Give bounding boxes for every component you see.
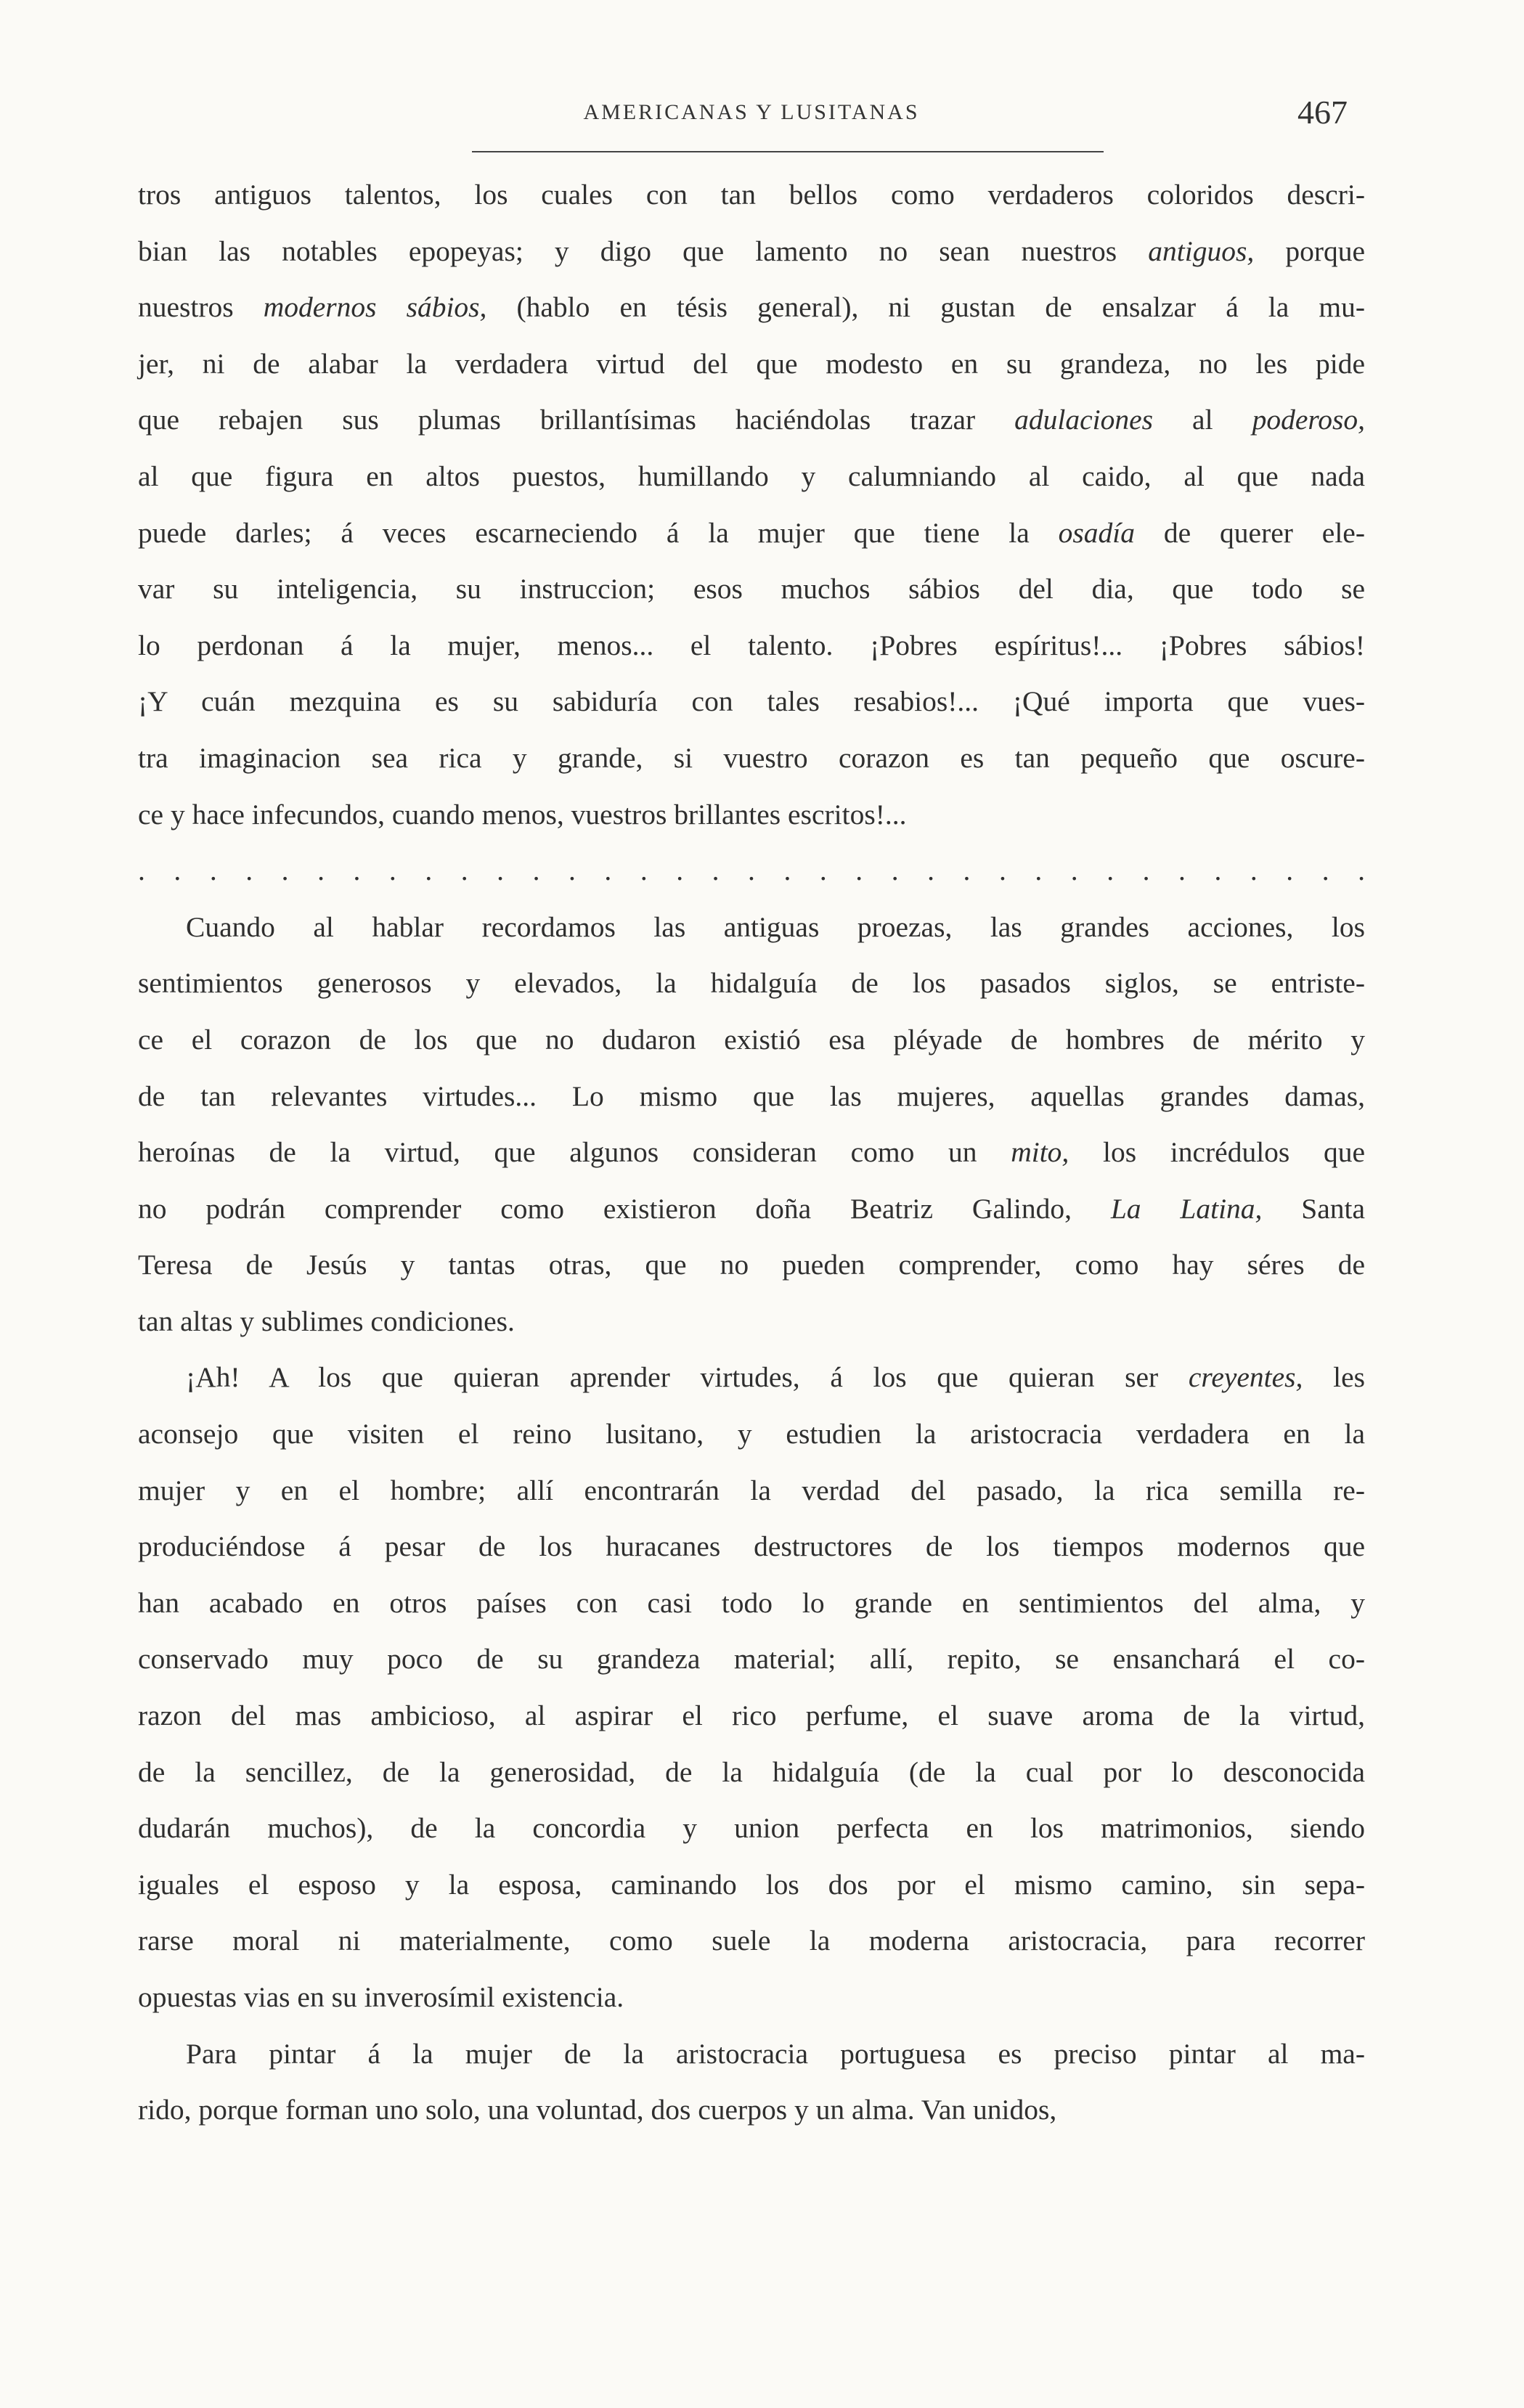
text-line: lo perdonan á la mujer, menos... el talento. ¡Pobres espíritus!... ¡Pobres sábios! (138, 629, 1365, 661)
text-line: no podrán comprender como existieron doña Beatriz Galindo, La Latina, Santa (138, 1192, 1365, 1225)
text-line: var su inteligencia, su instruccion; esos muchos sábios del dia, que todo se (138, 573, 1365, 605)
text-line: Para pintar á la mujer de la aristocracia portuguesa es preciso pintar al ma- (186, 2037, 1365, 2070)
paragraph-4 (138, 2026, 1365, 2139)
text-line: sentimientos generosos y elevados, la hidalguía de los pasados siglos, se entriste- (138, 967, 1365, 1000)
italic-word: modernos sábios, (263, 291, 487, 324)
text-line: han acabado en otros países con casi todo lo grande en sentimientos del alma, y (138, 1586, 1365, 1619)
text-line: ce el corazon de los que no dudaron existió esa pléyade de hombres de mérito y (138, 1023, 1365, 1056)
page-number: 467 (1297, 94, 1348, 131)
text-line: ce y hace infecundos, cuando menos, vuestros brillantes escritos!... (138, 798, 907, 830)
text-line: dudarán muchos), de la concordia y union perfecta en los matrimonios, siendo (138, 1812, 1365, 1845)
text-line: al que figura en altos puestos, humillando y calumniando al caido, al que nada (138, 460, 1365, 492)
text-line: aconsejo que visiten el reino lusitano, y estudien la aristocracia verdadera en la (138, 1418, 1365, 1450)
page-header (138, 93, 1365, 136)
separator-dots: . . . . . . . . . . . . . . . . . . . . . . . . . . . . . . . . . . . (138, 854, 1365, 887)
text-line: heroínas de la virtud, que algunos consideran como un mito, los incrédulos que (138, 1136, 1365, 1169)
body-text (138, 167, 1365, 2139)
text-line: produciéndose á pesar de los huracanes destructores de los tiempos modernos que (138, 1530, 1365, 1563)
text-line: puede darles; á veces escarneciendo á la mujer que tiene la osadía de querer ele- (138, 516, 1365, 549)
text-line: iguales el esposo y la esposa, caminando los dos por el mismo camino, sin sepa- (138, 1868, 1365, 1901)
text-line: ¡Y cuán mezquina es su sabiduría con tales resabios!... ¡Qué importa que vues- (138, 685, 1365, 718)
italic-word: La Latina, (1110, 1192, 1263, 1225)
text-line: de la sencillez, de la generosidad, de la hidalguía (de la cual por lo desconocida (138, 1755, 1365, 1788)
text-line: tan altas y sublimes condiciones. (138, 1305, 515, 1337)
text-line: razon del mas ambicioso, al aspirar el rico perfume, el suave aroma de la virtud, (138, 1699, 1365, 1732)
text-line: tros antiguos talentos, los cuales con tan bellos como verdaderos coloridos descri- (138, 179, 1365, 211)
italic-word: adulaciones (1014, 404, 1154, 436)
italic-word: osadía (1058, 516, 1136, 549)
text-line: nuestros modernos sábios, (hablo en tésis general), ni gustan de ensalzar á la mu- (138, 291, 1365, 324)
text-line: tra imaginacion sea rica y grande, si vuestro corazon es tan pequeño que oscure- (138, 741, 1365, 774)
text-line: rarse moral ni materialmente, como suele la moderna aristocracia, para recorrer (138, 1925, 1365, 1957)
italic-word: poderoso, (1252, 404, 1365, 436)
text-line: conservado muy poco de su grandeza material; allí, repito, se ensanchará el co- (138, 1643, 1365, 1676)
text-line: de tan relevantes virtudes... Lo mismo que las mujeres, aquellas grandes damas, (138, 1079, 1365, 1112)
italic-word: mito, (1011, 1136, 1069, 1169)
paragraph-1 (138, 167, 1365, 843)
text-line: ¡Ah! A los que quieran aprender virtudes, á los que quieran ser creyentes, les (186, 1361, 1365, 1394)
italic-word: creyentes, (1188, 1361, 1303, 1394)
paragraph-2 (138, 899, 1365, 1350)
paragraph-3 (138, 1350, 1365, 2025)
text-line: mujer y en el hombre; allí encontrarán la verdad del pasado, la rica semilla re- (138, 1474, 1365, 1506)
header-rule (472, 151, 1104, 152)
running-head: AMERICANAS Y LUSITANAS (583, 100, 920, 124)
text-line: opuestas vias en su inverosímil existencia. (138, 1981, 624, 2013)
text-line: que rebajen sus plumas brillantísimas haciéndolas trazar adulaciones al poderoso, (138, 404, 1365, 436)
text-line: Teresa de Jesús y tantas otras, que no pueden comprender, como hay séres de (138, 1249, 1365, 1281)
italic-word: antiguos, (1148, 234, 1255, 267)
text-line: rido, porque forman uno solo, una voluntad, dos cuerpos y un alma. Van unidos, (138, 2094, 1057, 2126)
text-line: Cuando al hablar recordamos las antiguas proezas, las grandes acciones, los (186, 910, 1365, 943)
text-line: bian las notables epopeyas; y digo que lamento no sean nuestros antiguos, porque (138, 234, 1365, 267)
text-line: jer, ni de alabar la verdadera virtud del que modesto en su grandeza, no les pide (138, 347, 1365, 380)
